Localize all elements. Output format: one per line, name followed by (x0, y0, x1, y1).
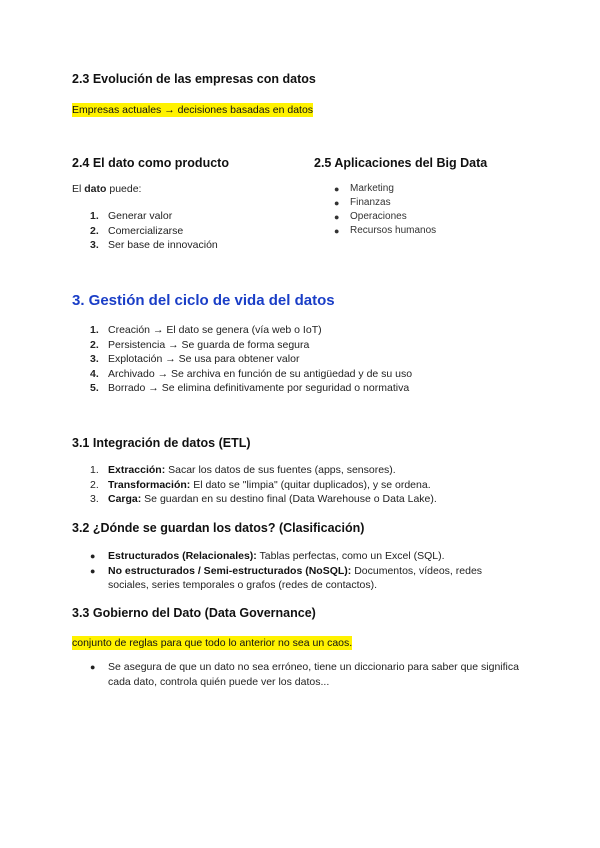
list-item: ● Estructurados (Relacionales): Tablas perfectas, como un Excel (SQL). (90, 550, 445, 562)
list-item: 1. Generar valor (90, 210, 173, 222)
section-3-3-list (90, 660, 520, 689)
section-2-4-title: 2.4 El dato como producto (72, 156, 229, 170)
section-2-4-intro: El dato puede: (72, 183, 142, 195)
bullet-icon: ● (334, 212, 340, 222)
section-3-2-list (90, 549, 520, 593)
list-item: 3. Carga: Se guardan en su destino final (Data Warehouse o Data Lake). (90, 493, 437, 505)
list-item: ● Finanzas (334, 197, 391, 208)
section-2-3-title: 2.3 Evolución de las empresas con datos (72, 72, 316, 86)
list-item: 5. Borrado → Se elimina definitivamente por seguridad o normativa (90, 382, 410, 394)
section-2-5-title: 2.5 Aplicaciones del Big Data (314, 156, 488, 170)
list-item: 4. Archivado → Se archiva en función de su antigüedad y de su uso (90, 367, 413, 380)
section-3-3-title: 3.3 Gobierno del Dato (Data Governance) (72, 606, 316, 620)
section-2-3-highlight: Empresas actuales → decisiones basadas en datos (72, 104, 314, 116)
section-3-1-title: 3.1 Integración de datos (ETL) (72, 436, 251, 450)
list-item: ● No estructurados / Semi-estructurados (NoSQL): Documentos, vídeos, redes sociales, series temporales o grafos (redes de contactos). (90, 564, 483, 591)
section-3-1-list (90, 463, 530, 507)
list-item: 3. Explotación → Se usa para obtener valor (90, 353, 300, 365)
bullet-icon: ● (90, 662, 96, 672)
section-3-3-highlight: conjunto de reglas para que todo lo anterior no sea un caos. (72, 637, 353, 649)
bullet-icon: ● (90, 551, 96, 561)
list-item: ● Operaciones (334, 211, 407, 222)
list-item: ● Se asegura de que un dato no sea erróneo, tiene un diccionario para saber que significa cada dato, controla quién puede ver los datos... (90, 661, 519, 688)
bullet-icon: ● (334, 184, 340, 194)
section-2-5-list (334, 182, 534, 238)
list-item: 1. Creación → El dato se genera (vía web o IoT) (90, 324, 322, 336)
list-item: 1. Extracción: Sacar los datos de sus fuentes (apps, sensores). (90, 464, 396, 476)
bullet-icon: ● (334, 226, 340, 236)
list-item: ● Marketing (334, 183, 394, 194)
list-item: 2. Persistencia → Se guarda de forma segura (90, 338, 310, 351)
list-item: 3. Ser base de innovación (90, 239, 218, 251)
list-item: 2. Comercializarse (90, 224, 184, 237)
section-3-title: 3. Gestión del ciclo de vida del datos (72, 292, 335, 309)
section-2-4-list (90, 209, 290, 253)
section-3-2-title: 3.2 ¿Dónde se guardan los datos? (Clasificación) (72, 521, 365, 535)
section-3-list (90, 323, 510, 396)
list-item: ● Recursos humanos (334, 225, 437, 236)
bullet-icon: ● (90, 565, 96, 576)
bullet-icon: ● (334, 198, 340, 208)
list-item: 2. Transformación: El dato se "limpia" (quitar duplicados), y se ordena. (90, 478, 431, 491)
